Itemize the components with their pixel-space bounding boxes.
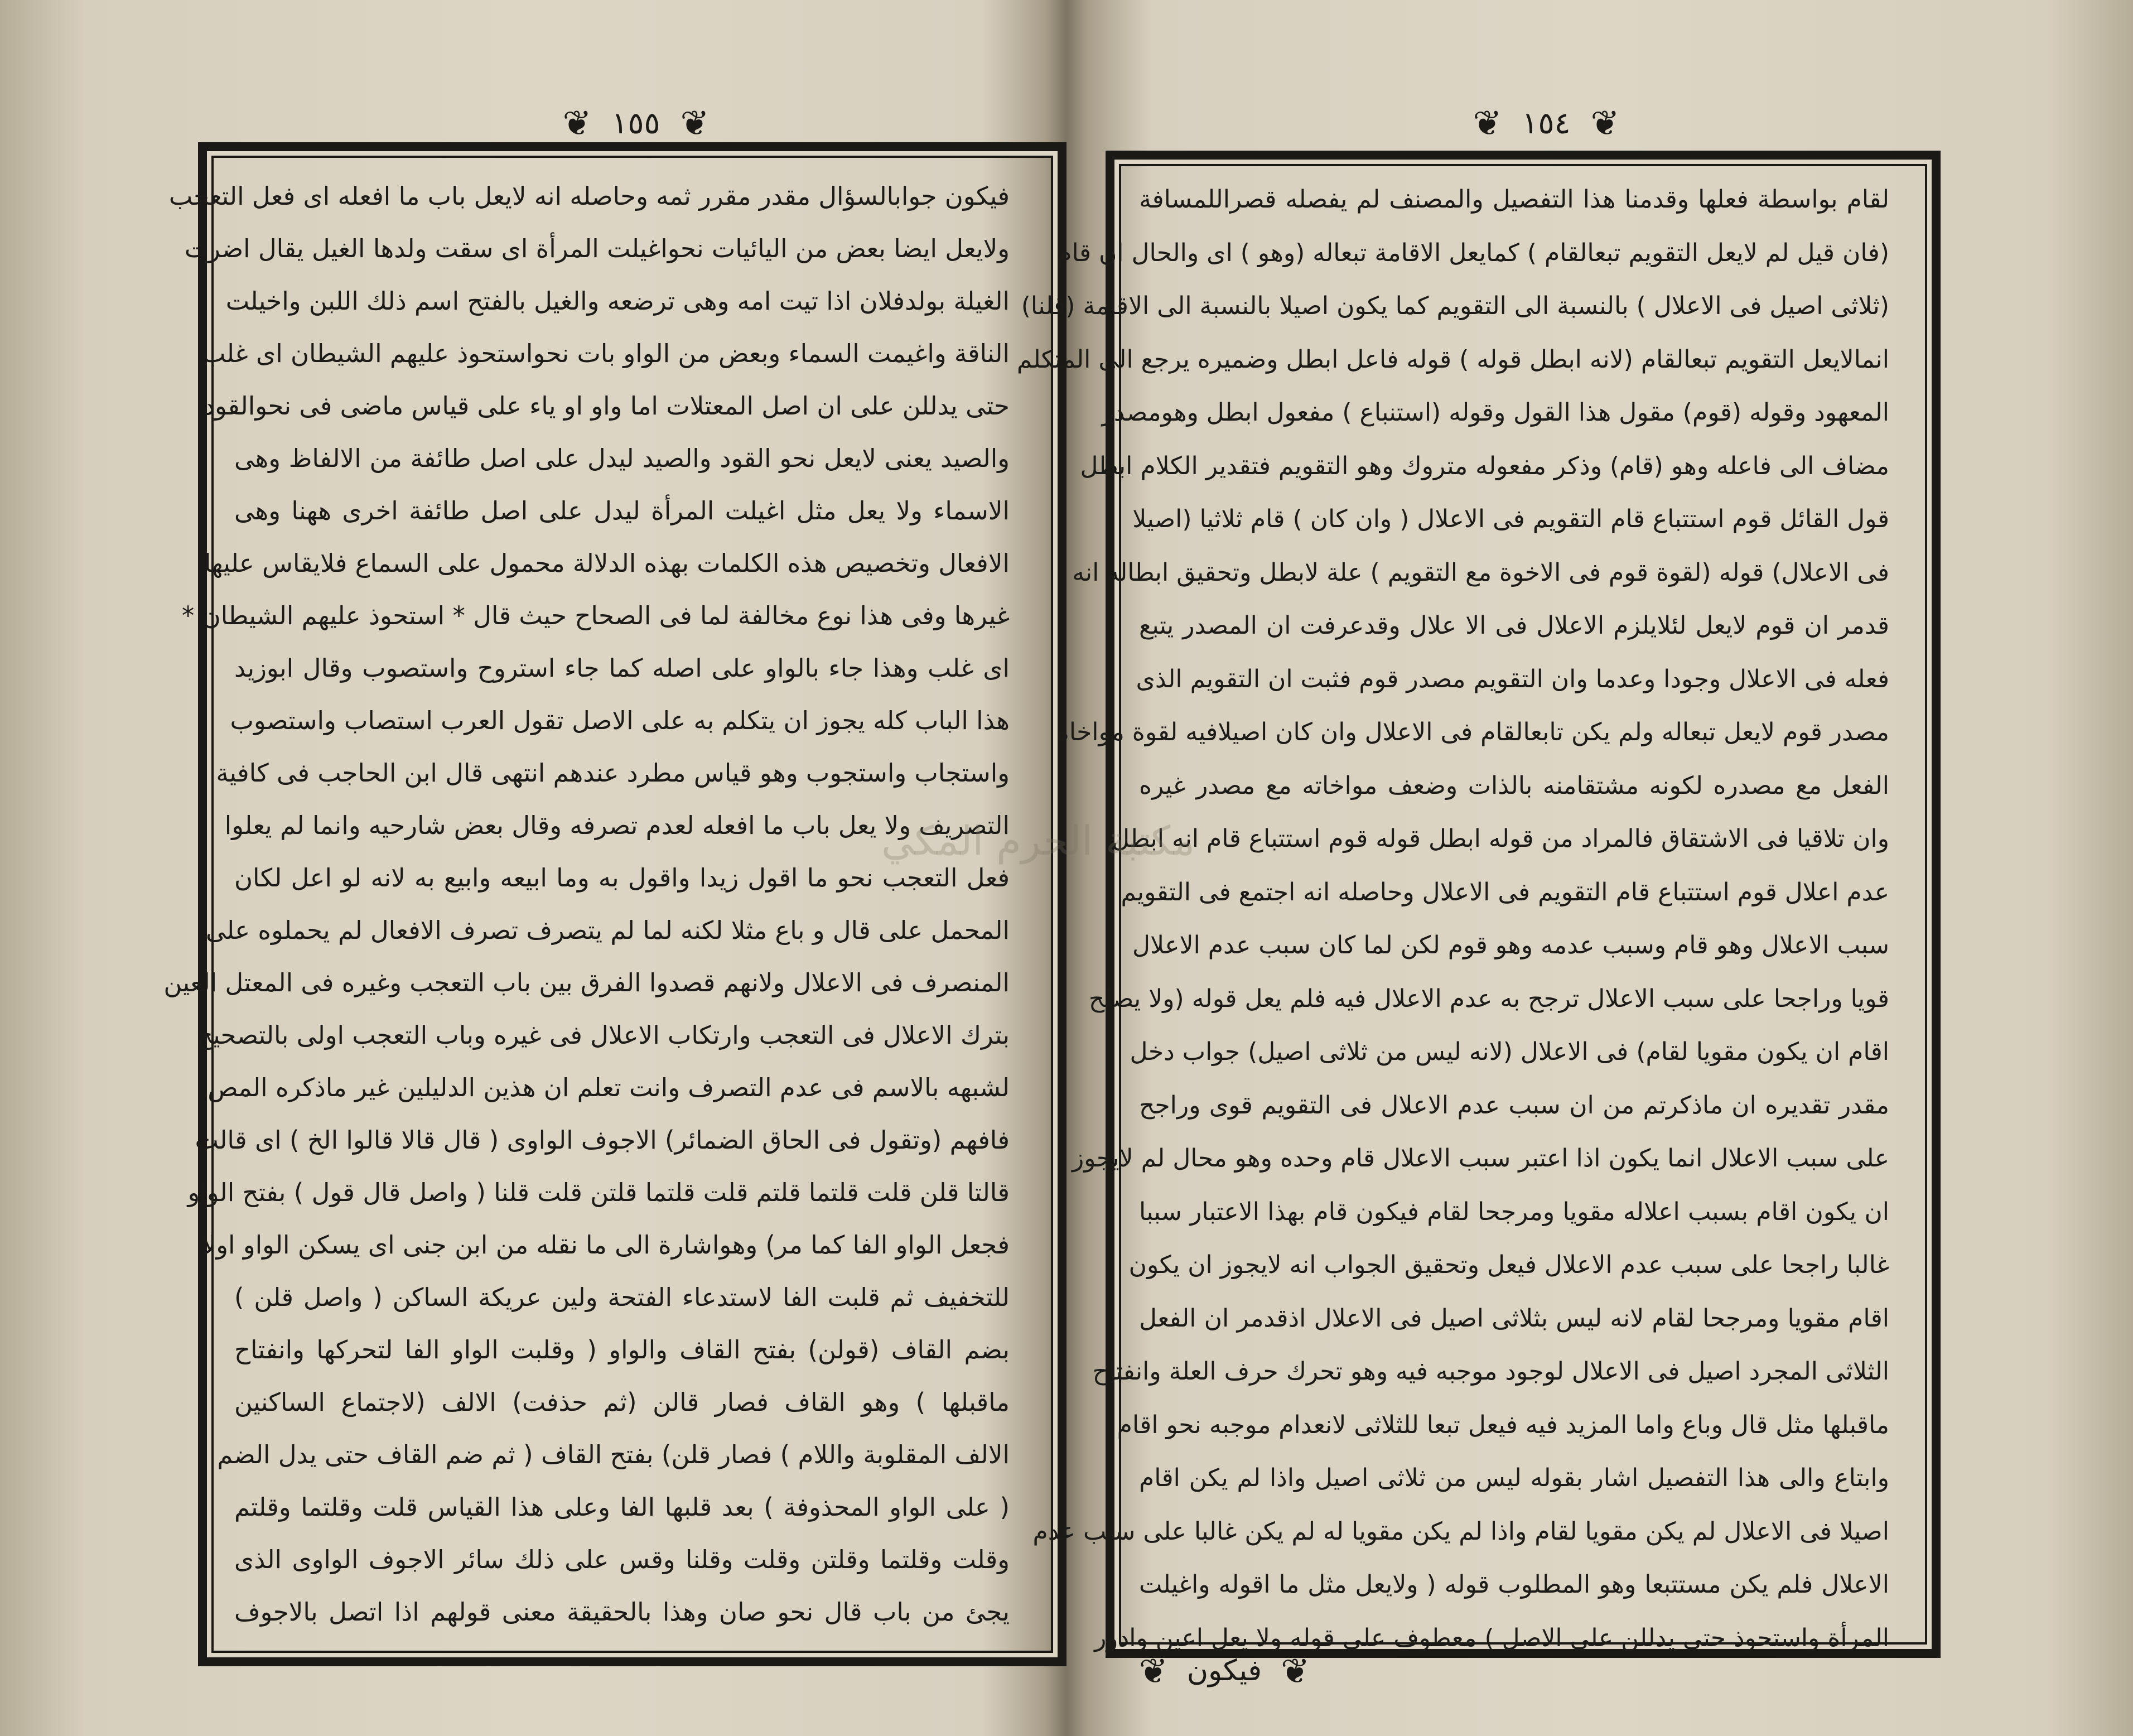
ornament-icon: ❦ [1281, 1650, 1310, 1691]
page-number-header [524, 98, 747, 148]
text-line: مضاف الى فاعله وهو (قام) وذكر مفعوله متروك وهو التقويم فتقدير الكلام ابطل [1080, 451, 1889, 480]
text-line: قويا وراجحا على سبب الاعلال ترجح به عدم الاعلال فيه فلم يعل قوله (ولا يصلح [1088, 984, 1889, 1013]
text-line: مقدر تقديره ان ماذكرتم من ان سبب عدم الاعلال فى التقويم قوى وراجح [1139, 1091, 1889, 1120]
text-line: الثلاثى المجرد اصيل فى الاعلال لوجود موجبه فيه وهو تحرك حرف العلة وانفتاح [1092, 1357, 1889, 1386]
text-line: انمالايعل التقويم تبعالقام (لانه ابطل قوله ) قوله فاعل ابطل وضميره يرجع الى المتكلم [1016, 345, 1889, 374]
text-line: المحمل على قال و باع مثلا لكنه لما لم يتصرف تصرف الافعال لم يحملوه على [205, 915, 1010, 945]
text-line: قدمر ان قوم لايعل لئلايلزم الاعلال فى الا علال وقدعرفت ان المصدر يتبع [1139, 611, 1889, 640]
text-line: عدم اعلال قوم استتباع قام التقويم فى الاعلال وحاصله انه اجتمع فى التقويم [1121, 877, 1889, 906]
text-line: فافهم (وتقول فى الحاق الضمائر) الاجوف الواوى ( قال قالا قالوا الخ ) اى قالت [195, 1125, 1010, 1155]
text-line: مصدر قوم لايعل تبعاله ولم يكن تابعالقام فى الاعلال وان كان اصيلافيه لقوة مواخاة [1056, 718, 1889, 746]
catchword [1113, 1643, 1336, 1699]
text-line: لشبهه بالاسم فى عدم التصرف وانت تعلم ان هذين الدليلين غير ماذكره المص [207, 1073, 1010, 1102]
text-line: ماقبلها ) وهو القاف فصار قالن (ثم حذفت) الالف (لاجتماع الساكنين [234, 1387, 1010, 1417]
text-line: حتى يدللن على ان اصل المعتلات اما واو او ياء على قياس ماضى فى نحوالقود [203, 391, 1010, 421]
ornament-icon: ❦ [1138, 1650, 1168, 1691]
text-line: الغيلة بولدفلان اذا تيت امه وهى ترضعه والغيل بالفتح اسم ذلك اللبن واخيلت [225, 286, 1010, 316]
ornament-icon: ❦ [1590, 102, 1620, 143]
text-line: اى غلب وهذا جاء بالواو على اصله كما جاء استروح واستصوب وقال ابوزيد [234, 653, 1010, 683]
page-number: ١٥٤ [1522, 105, 1571, 141]
text-line: ان يكون اقام بسبب اعلاله مقويا ومرجحا لقام فيكون قام بهذا الاعتبار سببا [1139, 1197, 1889, 1226]
text-line: الاعلال فلم يكن مستتبعا وهو المطلوب قوله ( ولايعل مثل ما اقوله واغيلت [1139, 1570, 1889, 1599]
text-line: على سبب الاعلال انما يكون اذا اعتبر سبب الاعلال قام وحده وهو محال لم لايجوز [1072, 1144, 1889, 1173]
page-number: ١٥٥ [611, 105, 660, 141]
text-line: الافعال وتخصيص هذه الكلمات بهذه الدلالة محمول على السماع فلايقاس عليها [204, 548, 1010, 578]
text-line: هذا الباب كله يجوز ان يتكلم به على الاصل تقول العرب استصاب واستصوب [230, 706, 1010, 735]
text-line: فى الاعلال) قوله (لقوة قوم فى الاخوة مع التقويم ) علة لابطل وتحقيق ابطاله انه [1072, 558, 1889, 587]
ornament-icon: ❦ [680, 102, 710, 143]
page-text-block [163, 170, 1010, 1638]
text-line: وقلت وقلتما وقلتن وقلت وقلنا وقس على ذلك سائر الاجوف الواوى الذى [234, 1545, 1010, 1574]
ornament-icon: ❦ [562, 102, 592, 143]
text-line: غيرها وفى هذا نوع مخالفة لما فى الصحاح حيث قال * استحوذ عليهم الشيطان * [181, 601, 1010, 630]
text-line: ( على الواو المحذوفة ) بعد قلبها الفا وعلى هذا القياس قلت وقلتما وقلتم [234, 1492, 1010, 1522]
catchword-text: فيكون [1186, 1654, 1262, 1687]
text-line: سبب الاعلال وهو قام وسبب عدمه وهو قوم لكن لما كان سبب عدم الاعلال [1132, 931, 1889, 959]
text-line: يجئ من باب قال نحو صان وهذا بالحقيقة معنى قولهم اذا اتصل بالاجوف [234, 1597, 1010, 1627]
text-line: اصيلا فى الاعلال لم يكن مقويا لقام واذا لم يكن مقويا له لم يكن غالبا على سبب عدم [1032, 1517, 1889, 1546]
text-line: الالف المقلوبة واللام ) فصار قلن) بفتح القاف ( ثم ضم القاف حتى يدل الضم [217, 1440, 1010, 1469]
text-line: فجعل الواو الفا كما مر) وهواشارة الى ما نقله من ابن جنى اى يسكن الواو اولا [201, 1230, 1010, 1260]
text-line: (فان قيل لم لايعل التقويم تبعالقام ) كمايعل الاقامة تبعاله (وهو ) اى والحال ان قام [1056, 238, 1889, 267]
text-line: المعهود وقوله (قوم) مقول هذا القول وقوله (استنباع ) مفعول ابطل وهومصدر [1102, 398, 1889, 427]
text-line: (ثلاثى اصيل فى الاعلال ) بالنسبة الى التقويم كما يكون اصيلا بالنسبة الى الاقامة (قلنا) [1021, 292, 1889, 320]
text-line: المنصرف فى الاعلال ولانهم قصدوا الفرق بين باب التعجب وغيره فى المعتل العين [163, 968, 1010, 997]
text-line: فعل التعجب نحو ما اقول زيدا واقول به وما ابيعه وابيع به لانه لو اعل لكان [234, 863, 1010, 893]
text-line: ولايعل ايضا بعض من اليائيات نحواغيلت المرأة اى سقت ولدها الغيل يقال اضرت [184, 234, 1010, 263]
text-line: فعله فى الاعلال وجودا وعدما وان التقويم مصدر قوم فثبت ان التقويم الذى [1136, 664, 1889, 693]
text-line: الناقة واغيمت السماء وبعض من الواو بات نحواستحوذ عليهم الشيطان اى غلب [202, 339, 1010, 368]
page-number-header [1435, 98, 1658, 148]
text-line: والصيد يعنى لايعل نحو القود والصيد ليدل على اصل طائفة من الالفاظ وهى [234, 443, 1010, 473]
text-line: قالتا قلن قلت قلتما قلتم قلت قلتما قلتن قلت قلنا ( واصل قال قول ) بفتح الواو [187, 1178, 1010, 1207]
watermark-text: مكتبة الحرم المكي [881, 817, 1195, 864]
text-line: واستجاب واستجوب وهو قياس مطرد عندهم انتهى قال ابن الحاجب فى كافية [216, 758, 1010, 788]
text-line: بضم القاف (قولن) بفتح القاف والواو ( وقلبت الواو الفا لتحركها وانفتاح [234, 1335, 1010, 1364]
text-line: وان تلاقيا فى الاشتقاق فالمراد من قوله ابطل قوله قوم استتباع قام انه ابطل [1112, 824, 1889, 853]
text-line: اقام مقويا ومرجحا لقام لانه ليس بثلاثى اصيل فى الاعلال اذقدمر ان الفعل [1139, 1304, 1889, 1333]
text-line: اقام ان يكون مقويا لقام) فى الاعلال (لانه ليس من ثلاثى اصيل) جواب دخل [1130, 1038, 1889, 1066]
text-line: الاسماء ولا يعل مثل اغيلت المرأة ليدل على اصل طائفة اخرى ههنا وهى [234, 496, 1010, 525]
text-line: التصريف ولا يعل باب ما افعله لعدم تصرفه وقال بعض شارحيه وانما لم يعلوا [224, 811, 1010, 840]
text-line: الفعل مع مصدره لكونه مشتقامنه بالذات وضعف مواخاته مع مصدر غيره [1139, 771, 1889, 800]
text-line: غالبا راجحا على سبب عدم الاعلال فيعل وتحقيق الجواب انه لايجوز ان يكون [1128, 1251, 1889, 1279]
text-line: للتخفيف ثم قلبت الفا لاستدعاء الفتحة ولين عريكة الساكن ( واصل قلن ) [234, 1282, 1010, 1312]
text-line: قول القائل قوم استتباع قام التقويم فى الاعلال ( وان كان ) قام ثلاثيا (اصيلا [1132, 505, 1889, 533]
left-page [0, 0, 1066, 1736]
text-line: ماقبلها مثل قال وباع واما المزيد فيه فيعل تبعا للثلاثى لانعدام موجبه نحو اقام [1117, 1410, 1889, 1439]
text-line: المرأة واستحوذ حتى يدللن على الاصل ) معطوف على قوله ولا يعل اعين وادور [1094, 1623, 1889, 1652]
text-line: فيكون جوابالسؤال مقدر مقرر ثمه وحاصله انه لايعل باب ما افعله اى فعل التعجب [168, 181, 1010, 211]
text-line: بترك الاعلال فى التعجب وارتكاب الاعلال فى غيره وباب التعجب اولى بالتصحيح [197, 1020, 1010, 1050]
text-line: لقام بواسطة فعلها وقدمنا هذا التفصيل والمصنف لم يفصله قصراللمسافة [1139, 185, 1889, 214]
text-line: وابتاع والى هذا التفصيل اشار بقوله ليس من ثلاثى اصيل واذا لم يكن اقام [1139, 1464, 1889, 1492]
ornament-icon: ❦ [1473, 102, 1502, 143]
